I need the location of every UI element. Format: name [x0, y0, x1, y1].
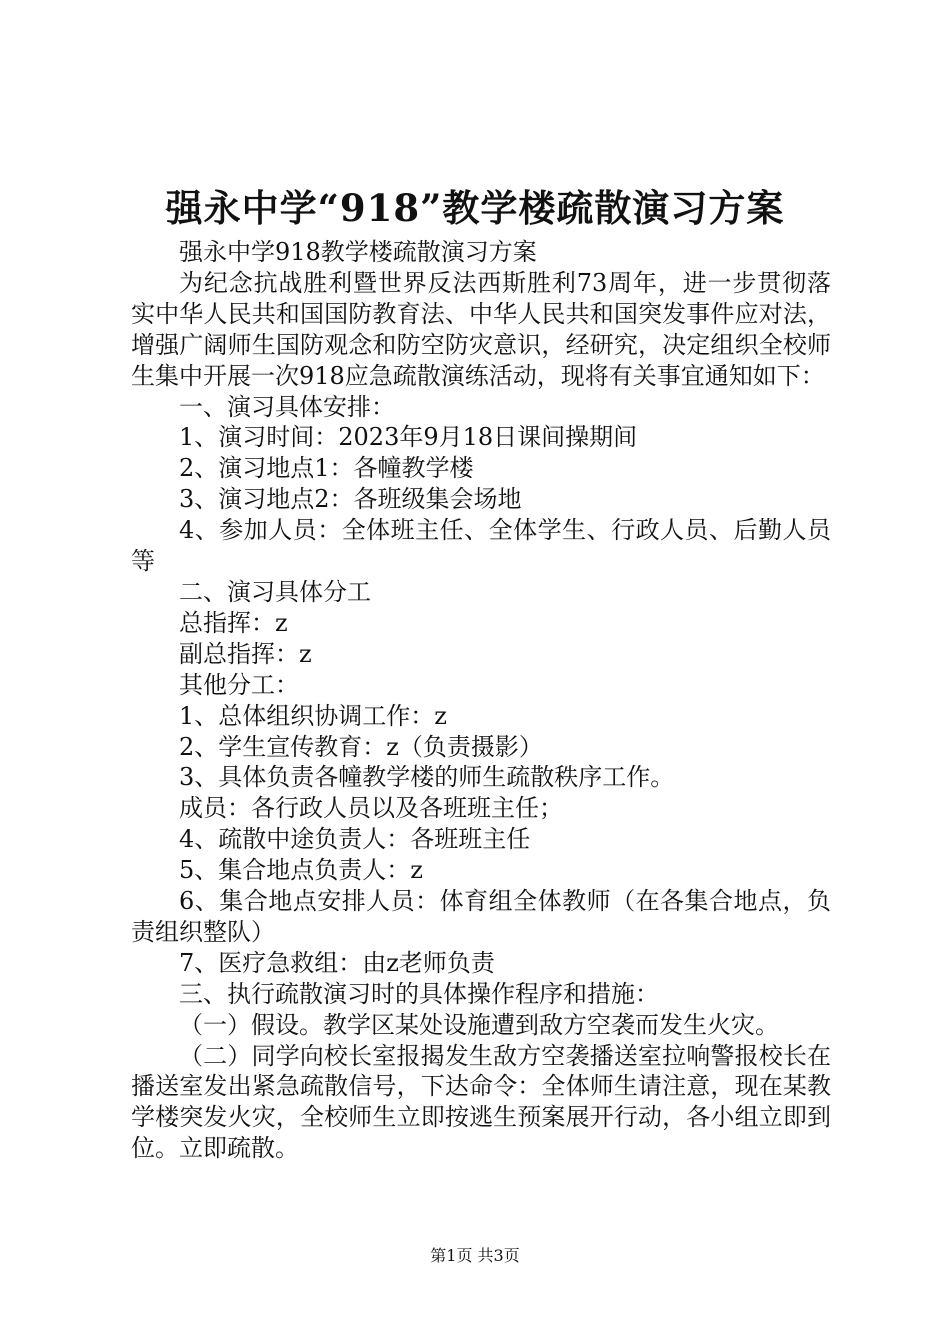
paragraph-members: 成员：各行政人员以及各班班主任； — [179, 794, 563, 823]
section-heading-division: 二、演习具体分工 — [179, 577, 371, 606]
paragraph-drill-time: 1、演习时间：2023年9月18日课间操期间 — [179, 423, 638, 452]
document-body — [131, 237, 831, 1164]
paragraph-drill-location-2: 3、演习地点2：各班级集会场地 — [179, 485, 522, 514]
paragraph-midway-leader: 4、疏散中途负责人：各班班主任 — [179, 825, 531, 854]
paragraph-assumption: （一）假设。教学区某处设施遭到敌方空袭而发生火灾。 — [179, 1010, 779, 1039]
paragraph-alarm: （二）同学向校长室报揭发生敌方空袭播送室拉响警报校长在播送室发出紧急疏散信号，下达命令：全体师生请注意，现在某教学楼突发火灾，全校师生立即按逃生预案展开行动，各小组立即到位。立即疏散。 — [131, 1041, 831, 1163]
document-title: 强永中学“918”教学楼疏散演习方案 — [165, 186, 785, 230]
paragraph-assembly-leader: 5、集合地点负责人：z — [179, 856, 423, 885]
paragraph-assembly-staff: 6、集合地点安排人员：体育组全体教师（在各集合地点，负责组织整队） — [131, 887, 831, 946]
paragraph-participants: 4、参加人员：全体班主任、全体学生、行政人员、后勤人员等 — [131, 516, 831, 576]
paragraph-other-division: 其他分工： — [179, 670, 299, 699]
paragraph-subtitle: 强永中学918教学楼疏散演习方案 — [179, 238, 537, 266]
paragraph-coordination: 1、总体组织协调工作：z — [179, 701, 447, 730]
paragraph-intro: 为纪念抗战胜利暨世界反法西斯胜利73周年，进一步贯彻落实中华人民共和国国防教育法、中华人民共和国突发事件应对法，增强广阔师生国防观念和防空防灾意识，经研究，决定组织全校师生集中开展一次918应急疏散演练活动，现将有关事宜通知如下： — [131, 268, 831, 390]
paragraph-medical: 7、医疗急救组：由z老师负责 — [179, 948, 495, 977]
paragraph-commander: 总指挥：z — [179, 608, 288, 637]
section-heading-procedures: 三、执行疏散演习时的具体操作程序和措施： — [179, 979, 659, 1008]
paragraph-deputy-commander: 副总指挥：z — [179, 639, 312, 668]
paragraph-publicity: 2、学生宣传教育：z（负责摄影） — [179, 732, 543, 761]
paragraph-drill-location-1: 2、演习地点1：各幢教学楼 — [179, 454, 474, 483]
page-indicator: 第1页 共3页 — [430, 1246, 520, 1265]
section-heading-arrangement: 一、演习具体安排： — [179, 392, 395, 421]
paragraph-evacuation-order: 3、具体负责各幢教学楼的师生疏散秩序工作。 — [179, 763, 675, 792]
